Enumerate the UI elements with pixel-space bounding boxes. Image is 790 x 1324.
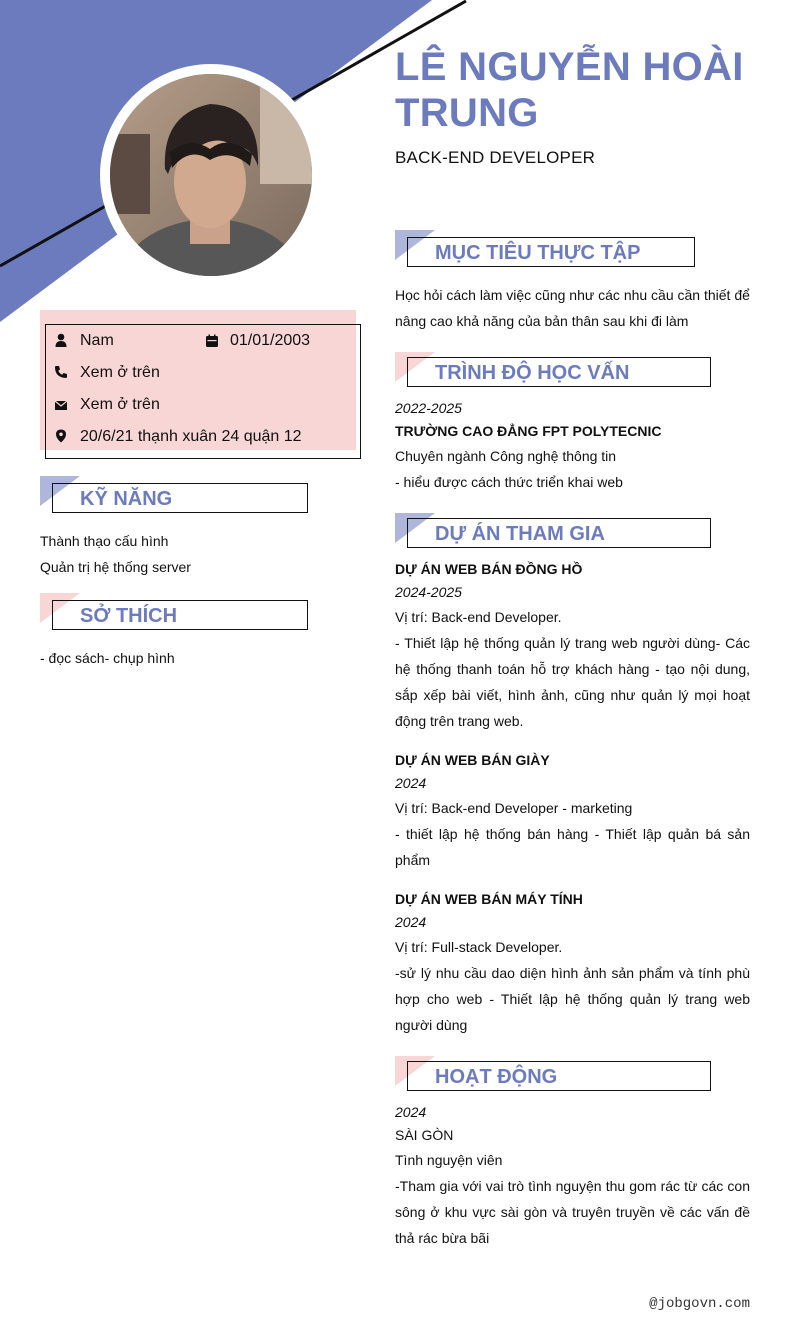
- project-name: DỰ ÁN WEB BÁN ĐỒNG HỒ: [395, 561, 583, 577]
- objective-text: Học hỏi cách làm việc cũng như các nhu cầu cần thiết để nâng cao khả năng của bản thân sau khi đi làm: [395, 287, 750, 329]
- job-title: BACK-END DEVELOPER: [395, 148, 596, 167]
- calendar-icon: [205, 334, 219, 348]
- user-icon: [54, 333, 68, 347]
- activity-description: -Tham gia với vai trò tình nguyện thu gom rác từ các con sông ở khu vực sài gòn và truyên truyền về các vấn đề thả rác bừa bãi: [395, 1178, 750, 1246]
- phone-value: Xem ở trên: [80, 364, 160, 381]
- project-description: -sử lý nhu cầu dao diện hình ảnh sản phẩm và tính phù hợp cho web - Thiết lập hệ thống quản lý trang web người dùng: [395, 965, 750, 1033]
- address-value: 20/6/21 thạnh xuân 24 quận 12: [80, 428, 302, 445]
- objective-title: MỤC TIÊU THỰC TẬP: [435, 242, 641, 264]
- project-period: 2024-2025: [395, 584, 462, 600]
- project-name: DỰ ÁN WEB BÁN MÁY TÍNH: [395, 891, 583, 907]
- skill-item: Quản trị hệ thống server: [40, 559, 191, 575]
- project-period: 2024: [395, 914, 427, 930]
- hobbies-title: SỞ THÍCH: [80, 605, 178, 627]
- education-title: TRÌNH ĐỘ HỌC VẤN: [435, 362, 630, 384]
- activities-title: HOẠT ĐỘNG: [435, 1066, 558, 1088]
- avatar: [100, 64, 322, 286]
- activity-role: Tình nguyện viên: [395, 1152, 503, 1168]
- gender-value: Nam: [80, 332, 114, 349]
- project-description: - Thiết lập hệ thống quản lý trang web người dùng- Các hệ thống thanh toán hỗ trợ khách hàng - tạo nội dung, sắp xếp bài viết, hình ảnh, cũng như quản lý mọi hoạt động trên trang web.: [395, 635, 750, 729]
- location-pin-icon: [54, 429, 68, 443]
- projects-title: DỰ ÁN THAM GIA: [435, 523, 605, 545]
- skill-item: Thành thạo cấu hình: [40, 533, 169, 549]
- project-name: DỰ ÁN WEB BÁN GIÀY: [395, 752, 550, 768]
- phone-icon: [54, 365, 68, 379]
- profile-photo: [110, 74, 312, 276]
- activity-place: SÀI GÒN: [395, 1127, 454, 1143]
- activity-period: 2024: [395, 1104, 427, 1120]
- project-description: - thiết lập hệ thống bán hàng - Thiết lập quản bá sản phẩm: [395, 826, 750, 868]
- education-period: 2022-2025: [395, 400, 462, 416]
- project-position: Vị trí: Back-end Developer - marketing: [395, 800, 633, 816]
- candidate-name: LÊ NGUYỄN HOÀI TRUNG: [395, 45, 744, 135]
- project-position: Vị trí: Full-stack Developer.: [395, 939, 563, 955]
- footer-watermark: @jobgovn.com: [649, 1296, 750, 1312]
- hobbies-text: - đọc sách- chụp hình: [40, 650, 175, 666]
- project-period: 2024: [395, 775, 427, 791]
- birthday-value: 01/01/2003: [230, 332, 311, 349]
- envelope-icon: [54, 398, 68, 412]
- project-position: Vị trí: Back-end Developer.: [395, 609, 562, 625]
- education-note: - hiểu được cách thức triển khai web: [395, 474, 623, 490]
- education-major: Chuyên ngành Công nghệ thông tin: [395, 448, 617, 464]
- skills-title: KỸ NĂNG: [80, 488, 173, 510]
- school-name: TRƯỜNG CAO ĐẲNG FPT POLYTECNIC: [395, 423, 662, 439]
- email-value: Xem ở trên: [80, 396, 160, 413]
